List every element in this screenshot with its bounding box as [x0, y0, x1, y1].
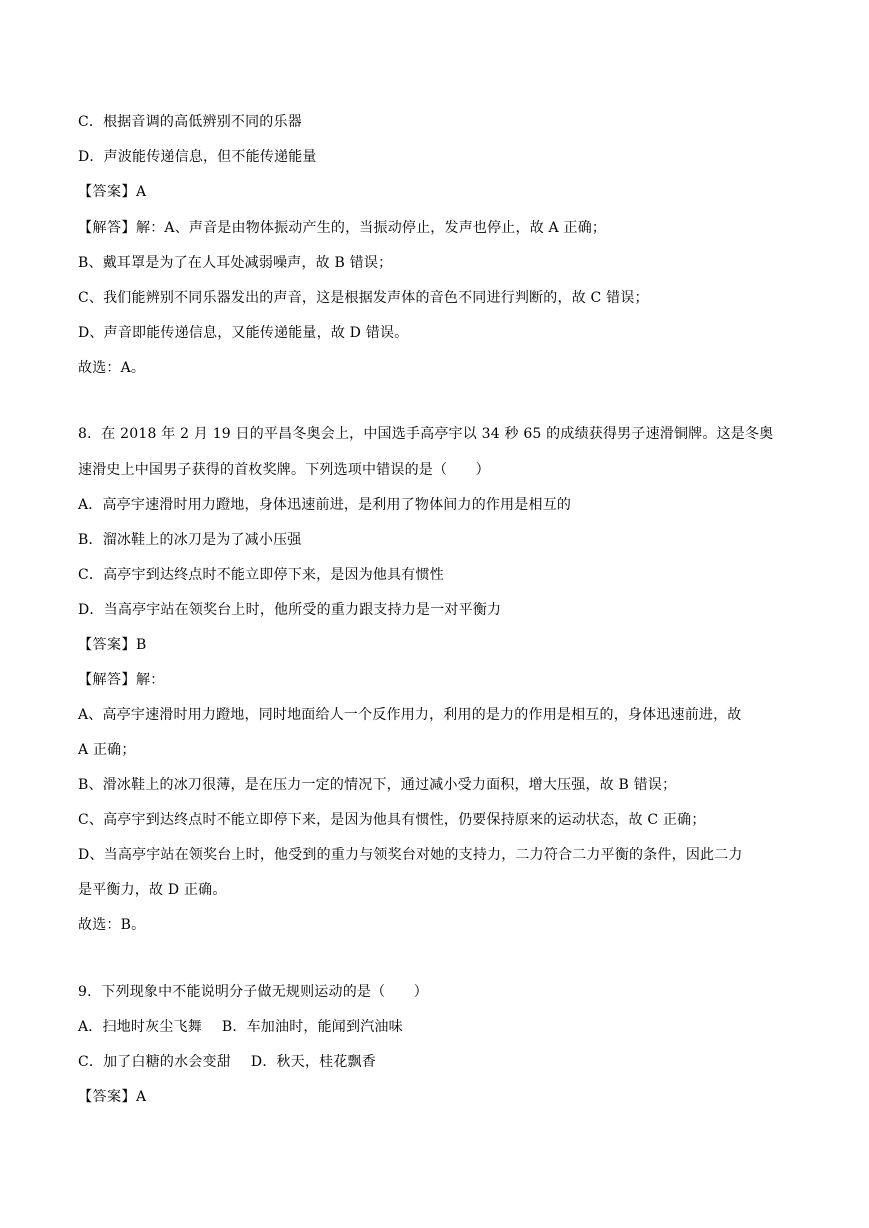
analysis-tag: 【解答】 [78, 220, 136, 236]
q9-option-d: D．秋天，桂花飘香 [250, 1054, 376, 1070]
answer-tag: 【答案】 [78, 1089, 136, 1105]
q7-answer [78, 182, 146, 202]
q7-analysis-intro [78, 218, 606, 238]
q8-answer [78, 635, 147, 655]
answer-tag: 【答案】 [78, 637, 136, 653]
answer-value: A [136, 184, 147, 200]
q7-option-c: C．根据音调的高低辨别不同的乐器 [78, 114, 302, 130]
q7-option-d: D．声波能传递信息，但不能传递能量 [78, 149, 317, 165]
q8-option-b: B．溜冰鞋上的冰刀是为了减小压强 [78, 532, 302, 548]
analysis-text: 解： [136, 672, 165, 688]
q9-answer [78, 1087, 146, 1107]
q8-analysis-a-line1: A、高亭宇速滑时用力蹬地，同时地面给人一个反作用力，利用的是力的作用是相互的，身体迅速前进，故 [78, 707, 742, 723]
q7-analysis-b: B、戴耳罩是为了在人耳处减弱噪声，故 B 错误； [78, 255, 393, 271]
q8-option-c: C．高亭宇到达终点时不能立即停下来，是因为他具有惯性 [78, 567, 444, 583]
q9-option-a: A．扫地时灰尘飞舞 [78, 1019, 202, 1035]
q8-analysis-a-line2: A 正确； [78, 742, 136, 758]
answer-tag: 【答案】 [78, 184, 136, 200]
analysis-text: 解：A、声音是由物体振动产生的，当振动停止，发声也停止，故 A 正确； [136, 220, 607, 236]
q7-analysis-c: C、我们能辨别不同乐器发出的声音，这是根据发声体的音色不同进行判断的，故 C 错误； [78, 290, 649, 306]
q8-option-a: A．高亭宇速滑时用力蹬地，身体迅速前进，是利用了物体间力的作用是相互的 [78, 497, 572, 513]
q9-stem: 9．下列现象中不能说明分子做无规则运动的是（ ） [78, 984, 428, 1000]
q8-stem-line2: 速滑史上中国男子获得的首枚奖牌。下列选项中错误的是（ ） [78, 462, 490, 478]
q8-analysis-b: B、滑冰鞋上的冰刀很薄，是在压力一定的情况下，通过减小受力面积，增大压强，故 B 错误； [78, 777, 677, 793]
q8-conclusion: 故选：B。 [78, 917, 146, 933]
q7-conclusion: 故选：A。 [78, 360, 146, 376]
q8-option-d: D．当高亭宇站在领奖台上时，他所受的重力跟支持力是一对平衡力 [78, 602, 502, 618]
q8-analysis-d-line1: D、当高亭宇站在领奖台上时，他受到的重力与领奖台对她的支持力，二力符合二力平衡的条件，因此二力 [78, 847, 743, 863]
q9-options-row2 [78, 1052, 376, 1072]
answer-value: A [136, 1089, 147, 1105]
q8-analysis-intro [78, 670, 164, 690]
q8-stem-line1: 8．在 2018 年 2 月 19 日的平昌冬奥会上，中国选手高亭宇以 34 秒 65 的成绩获得男子速滑铜牌。这是冬奥 [78, 426, 774, 442]
answer-value: B [136, 637, 147, 653]
q8-analysis-c: C、高亭宇到达终点时不能立即停下来，是因为他具有惯性，仍要保持原来的运动状态，故 C 正确； [78, 812, 706, 828]
q9-option-b: B．车加油时，能闻到汽油味 [221, 1019, 403, 1035]
q8-analysis-d-line2: 是平衡力，故 D 正确。 [78, 882, 227, 898]
q7-analysis-d: D、声音即能传递信息，又能传递能量，故 D 错误。 [78, 325, 409, 341]
q9-options-row1 [78, 1017, 403, 1037]
q9-option-c: C．加了白糖的水会变甜 [78, 1054, 231, 1070]
analysis-tag: 【解答】 [78, 672, 136, 688]
